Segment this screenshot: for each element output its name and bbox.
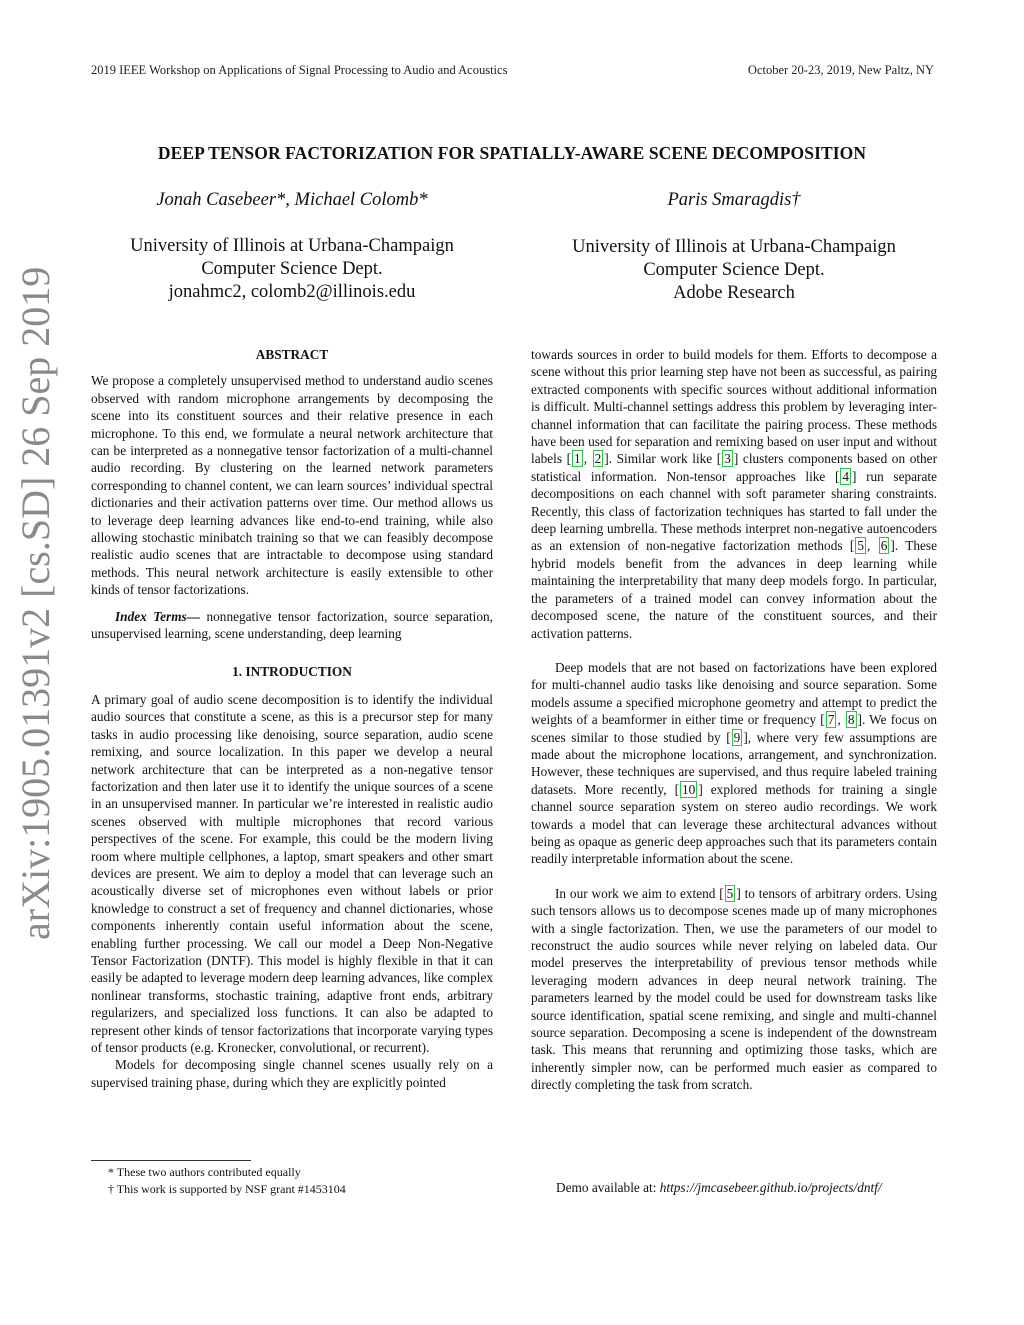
- citation-link[interactable]: 7: [827, 712, 835, 728]
- footnote-funding: † This work is supported by NSF grant #1453104: [108, 1182, 346, 1196]
- citation-link[interactable]: 6: [880, 538, 888, 554]
- text-run: , where very few assumptions are made about the microphone locations, arrangement, and synchronization. However, these techniques are supervised, and thus require labeled training datasets. More recently,: [531, 729, 937, 797]
- affiliation-line: University of Illinois at Urbana-Champaign: [130, 236, 454, 256]
- right-paragraph-2: Deep models that are not based on factorizations have been explored for multi-channel audio tasks like denoising and source separation. Some models assume a specified microphone geometry and attempt to predict the weights of a beamformer in either time or frequency [ 7 , 8 ]. We focus on scenes similar to those studied by [ 9 ], where very few assumptions are made about the microphone locations, arrangement, and synchronization. However, these techniques are supervised, and thus require labeled training datasets. More recently, [ 10 ] explored methods for training a single channel source separation system on stereo audio recordings. We work towards a model that can leverage these architectural advances without being as opaque as generic deep approaches such that its parameters contain readily interpretable information about the scene.: [531, 659, 937, 867]
- citation-link[interactable]: 5: [726, 885, 734, 901]
- running-header-right: October 20-23, 2019, New Paltz, NY: [747, 63, 934, 77]
- intro-paragraph-2: Models for decomposing single channel scenes usually rely on a supervised training phase, during which they are explicitly pointed: [91, 1057, 493, 1090]
- text-run: . We focus on scenes similar to those studied by: [531, 712, 937, 745]
- right-paragraph-3: In our work we aim to extend [ 5 ] to tensors of arbitrary orders. Using such tensors allows us to decompose scenes made up of many microphones with a single factorization. Then, we use the parameters of our model to reconstruct the audio sources while never relying on labeled data. Our model preserves the interpretability of previous tensor methods while leveraging modern advances in deep neural network training. The parameters learned by the model could be used for downstream tasks like source identification, spatial scene remixing, and single and multi-channel source separation. Decomposing a scene is independent of the downstream task. This means that rerunning and optimizing those tasks, which are inherently simpler now, can be performed much easier as compared to directly completing the task from scratch.: [531, 885, 937, 1093]
- citation-link[interactable]: 9: [733, 729, 741, 745]
- affiliation-right: [531, 236, 937, 305]
- section-heading-introduction: 1. INTRODUCTION: [232, 663, 352, 679]
- demo-line: [556, 1180, 882, 1196]
- citation-link[interactable]: 1: [574, 451, 581, 467]
- citation-link[interactable]: 4: [842, 468, 850, 484]
- text-run: run separate decompositions on each channel with soft parameter sharing constraints. Recently, this class of factorization techniques has started to fall under the deep learning umbrella. These methods interpret non-negative autoencoders as an extension of non-negative factorization methods: [531, 468, 937, 554]
- intro-paragraph-1: A primary goal of audio scene decomposition is to identify the individual audio sources that constitute a scene, as this is a precursor step for many tasks in audio processing like denoising, source separation, audio scene remixing, and source localization. In this paper we develop a neural network architecture that can be interpreted as a non-negative tensor factorization and then later use it to identify the unique sources of a scene in an unsupervised manner. In particular we’re interested in realistic audio scenes observed with multiple microphones that record various perspectives of the scene. For example, this could be the modern living room where multiple cellphones, a laptop, smart speakers and other smart devices are present. We aim to deploy a model that can leverage such an acoustically diverse set of microphones even without labels or prior knowledge to construct a set of frequency and channel dictionaries, whose components inherently contain useful information about the scene, enabling further processing. We call our model a Deep Non-Negative Tensor Factorization (DNTF). This model is highly flexible in that it can easily be adapted to leverage modern deep learning advances, like complex nonlinear transforms, stochastic training, adaptive front ends, arbitrary regularizers, and specialized loss functions. It can also be adapted to represent other kinds of tensor factorizations that incorporate varying types of tensor products (e.g. Kronecker, convolutional, or recurrent).: [91, 691, 493, 1056]
- abstract-heading: ABSTRACT: [255, 347, 329, 362]
- citation-link[interactable]: 10: [682, 781, 696, 797]
- abstract-text: We propose a completely unsupervised method to understand audio scenes observed with random microphone arrangements by decomposing the scene into its constituent sources and their relative presence in each microphone. To this end, we formulate a neural network architecture that can be interpreted as a nonnegative tensor factorization of a multi-channel audio recording. By clustering on the learned network parameters corresponding to channel content, we can learn sources’ individual spectral dictionaries and their activation patterns over time. Our method allows us to leverage deep learning advances like end-to-end training, while also allowing stochastic minibatch training so that we can feasibly decompose realistic audio scenes that are intractable to decompose using standard methods. This neural network architecture is easily extensible to other kinds of tensor factorizations.: [91, 373, 493, 598]
- affiliation-line: Computer Science Dept.: [643, 260, 825, 280]
- affiliation-line: Computer Science Dept.: [201, 259, 383, 279]
- text-run: towards sources in order to build models for them. Efforts to decompose a scene without this prior learning step have not been as successful, as pairing extracted components with specific sources without additional information is difficult. Multi-channel settings address this problem by leveraging inter-channel information that can facilitate the pairing process. These methods have been used for separation and remixing based on user input and without labels: [531, 347, 937, 467]
- left-column: [91, 346, 493, 1091]
- right-column: [531, 346, 937, 1094]
- text-run: . Similar work like: [608, 451, 717, 467]
- text-run: explored methods for training a single channel source separation system on stereo audio recordings. We work towards a model that can leverage these architectural advances without being as opaque as generic deep approaches such that its parameters contain readily interpretable information about the scene.: [531, 781, 937, 867]
- text-run: In our work we aim to extend: [555, 885, 720, 901]
- affiliation-line: University of Illinois at Urbana-Champaign: [572, 237, 896, 257]
- authors-right: Paris Smaragdis†: [667, 190, 801, 210]
- paper-title: DEEP TENSOR FACTORIZATION FOR SPATIALLY-AWARE SCENE DECOMPOSITION: [157, 143, 867, 163]
- footnote-rule: [91, 1160, 251, 1161]
- citation-link[interactable]: 8: [847, 712, 855, 728]
- demo-label: Demo available at:: [556, 1180, 657, 1195]
- index-terms-text: nonnegative tensor factorization, source separation, unsupervised learning, scene understanding, deep learning: [91, 608, 493, 642]
- demo-link[interactable]: https://jmcasebeer.github.io/projects/dntf/: [659, 1180, 882, 1195]
- citation-link[interactable]: 2: [594, 451, 602, 467]
- affiliation-left: [91, 235, 493, 304]
- index-terms-label: Index Terms—: [115, 608, 201, 624]
- text-run: to tensors of arbitrary orders. Using such tensors allows us to decompose scenes made up of many microphones with a single factorization. Then, we use the parameters of our model to reconstruct the audio sources while never relying on labeled data. Our model preserves the interpretability of previous tensor methods while leveraging modern advances in deep neural network training. The parameters learned by the model could be used for downstream tasks like source identification, spatial scene remixing, and single and multi-channel source separation. Decomposing a scene is independent of the downstream task. This means that rerunning and optimizing those tasks, which are inherently simpler now, can be performed much easier as compared to directly completing the task from scratch.: [531, 885, 937, 1093]
- text-run: clusters components based on other statistical information. Non-tensor approaches like: [531, 451, 938, 484]
- index-terms: [91, 608, 493, 643]
- citation-link[interactable]: 3: [724, 451, 731, 467]
- right-paragraph-1: towards sources in order to build models for them. Efforts to decompose a scene without this prior learning step have not been as successful, as pairing extracted components with specific sources without additional information is difficult. Multi-channel settings address this problem by leveraging inter-channel information that can facilitate the pairing process. These methods have been used for separation and remixing based on user input and without labels [ 1 , 2 ]. Similar work like [ 3 ] clusters components based on other statistical information. Non-tensor approaches like [ 4 ] run separate decompositions on each channel with soft parameter sharing constraints. Recently, this class of factorization techniques has started to fall under the deep learning umbrella. These methods interpret non-negative autoencoders as an extension of non-negative factorization methods [ 5 , 6 ]. These hybrid models benefit from the advances in deep learning while maintaining the interpretability that many deep models forgo. In particular, the parameters of a trained model can convey information about the decomposed scene, the nature of the constituent sources, and their activation patterns.: [531, 347, 938, 641]
- email-line: jonahmc2, colomb2@illinois.edu: [168, 282, 416, 302]
- arxiv-watermark: arXiv:1905.01391v2 [cs.SD] 26 Sep 2019: [13, 266, 58, 940]
- text-run: . These hybrid models benefit from the advances in deep learning while maintaining the interpretability that many deep models forgo. In particular, the parameters of a trained model can convey information about the decomposed scene, the nature of the constituent sources, and their activation patterns.: [531, 538, 937, 641]
- affiliation-line: Adobe Research: [673, 283, 795, 303]
- authors-left: Jonah Casebeer*, Michael Colomb*: [156, 190, 428, 210]
- footnote-equal-contribution: * These two authors contributed equally: [108, 1165, 301, 1179]
- text-run: Deep models that are not based on factorizations have been explored for multi-channel audio tasks like denoising and source separation. Some models assume a specified microphone geometry and attempt to predict the weights of a beamformer in either time or frequency: [531, 659, 937, 728]
- citation-link[interactable]: 5: [857, 538, 864, 554]
- running-header-left: 2019 IEEE Workshop on Applications of Signal Processing to Audio and Acoustics: [91, 63, 508, 77]
